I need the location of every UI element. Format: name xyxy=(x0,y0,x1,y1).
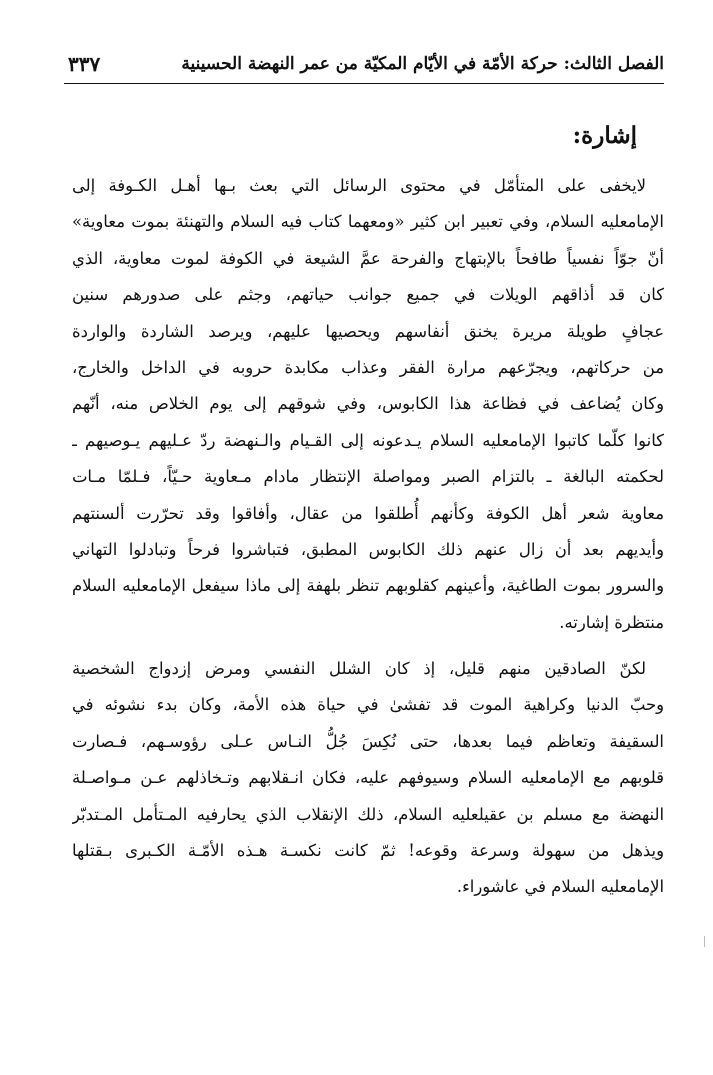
paragraph-2-line: ويذهل من سهولة وسرعة وقوعه! ثمّ كانت نكسـة هـذه الأمّـة الكـبرى بـقتلها xyxy=(72,841,664,861)
section-heading: إشارة: xyxy=(572,122,637,149)
paragraph-2 xyxy=(72,651,664,906)
paragraph-2-line: السقيفة وتعاظم فيما بعدها، حتى نُكِسَ جُلُّ النـاس عـلى رؤوسـهم، فـصارت xyxy=(72,731,664,751)
running-title: الفصل الثالث: حركة الأمّة في الأيّام المكيّة من عمر النهضة الحسينية xyxy=(181,54,664,74)
paragraph-1-line: وكان يُضاعف في فظاعة هذا الكابوس، وفي شوقهم إلى يوم الخلاص منه، أنّهم xyxy=(72,394,664,414)
paragraph-2-line: لكنّ الصادقين منهم قليل، إذ كان الشلل النفسي ومرض إزدواج الشخصية xyxy=(72,659,646,679)
paragraph-2-line: وحبّ الدنيا وكراهية الموت قد تفشىٰ في حياة هذه الأمة، وكان بدء نشوئه في xyxy=(72,695,664,715)
page-number: ٣٣٧ xyxy=(68,52,101,76)
paragraph-1-line: معاوية شعر أهل الكوفة وكأنهم أُطلقوا من عقال، وأفاقوا وقد تحرّرت ألسنتهم xyxy=(72,503,664,523)
paragraph-1-line: عجافٍ طويلة مريرة يخنق أنفاسهم ويحصيها عليهم، ويرصد الشاردة والواردة xyxy=(72,321,664,341)
paragraph-1-line: والسرور بموت الطاغية، وأعينهم كقلوبهم تنظر بلهفة إلى ماذا سيفعل الإمام‏عليه السلام xyxy=(72,576,664,596)
paragraph-2-line: النهضة مع مسلم بن عقيل‏عليه السلام، ذلك الإنقلاب الذي يحارفيه المـتأمل المـتدبّر xyxy=(72,804,664,824)
paragraph-1-line: كانوا كلّما كاتبوا الإمام‏عليه السلام يـدعونه إلى القـيام والـنهضة ردّ عـليهم يـوصيهم ـ xyxy=(72,430,664,450)
paragraph-1-line: الإمام‏عليه السلام، وفي تعبير ابن كثير «ومعهما كتاب فيه السلام والتهنئة بموت معاوية» xyxy=(72,212,664,232)
running-header xyxy=(64,44,664,84)
paragraph-1-line: من حركاتهم، ويجرّعهم مرارة الفقر وعذاب مكابدة حروبه في الداخل والخارج، xyxy=(72,357,664,377)
header-rule xyxy=(64,83,664,84)
paragraph-1-line: لايخفى على المتأمّل في محتوى الرسائل التي بعث بـها أهـل الكـوفة إلى xyxy=(72,176,646,195)
paragraph-2-line: قلوبهم مع الإمام‏عليه السلام وسيوفهم عليه، فكان انـقلابهم وتـخاذلهم عـن مـواصـلة xyxy=(72,768,664,788)
body-text xyxy=(72,168,664,906)
paragraph-1-line: منتظرة إشارته. xyxy=(559,612,664,632)
paragraph-1-line: كان قد أذاقهم الويلات في جميع جوانب حياتهم، وجثم على صدورهم سنين xyxy=(72,285,664,305)
paragraph-1-line: أنّ جوّاً نفسياً طافحاً بالإبتهاج والفرحة عمَّ الشيعة في الكوفة لموت معاوية، الذي xyxy=(72,248,664,268)
paragraph-1 xyxy=(72,168,664,641)
margin-mark xyxy=(704,936,705,947)
paragraph-1-line: وأيديهم بعد أن زال عنهم ذلك الكابوس المطبق، فتباشروا فرحاً وتبادلوا التهاني xyxy=(72,539,664,559)
paragraph-1-line: لحكمته البالغة ـ بالتزام الصبر ومواصلة الإنتظار مادام مـعاوية حـيّاً، فـلمّا مـات xyxy=(72,467,664,487)
paragraph-2-line: الإمام‏عليه السلام في عاشوراء. xyxy=(456,877,664,897)
